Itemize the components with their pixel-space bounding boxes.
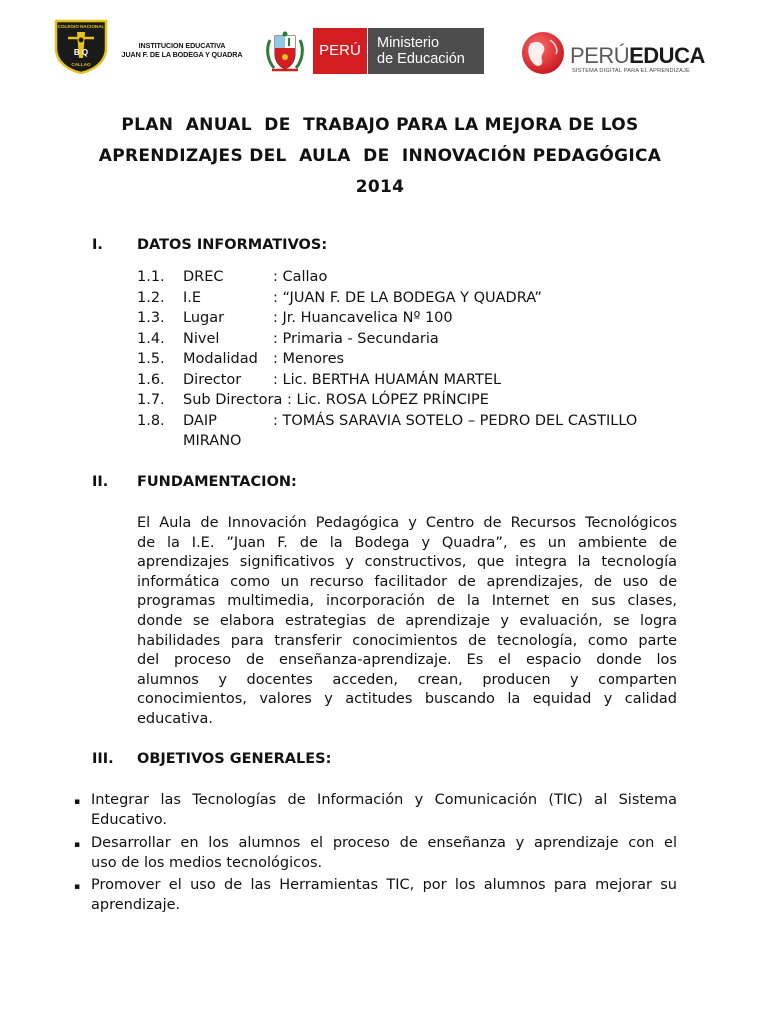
objective-line1: Integrar las Tecnologías de Información y Comunicación (TIC) al Sistema: [91, 792, 677, 808]
paragraph-line: donde se elabora estrategias de aprendizaje y evaluación, se logra: [137, 612, 677, 629]
paragraph-line: conocimientos, valores y actitudes buscando la equidad y calidad: [137, 691, 677, 708]
item-1-4-label: Nivel: [183, 331, 220, 347]
paragraph-line: educativa.: [137, 710, 213, 727]
page-title: [60, 110, 700, 203]
ministry-line1: Ministerio: [377, 35, 440, 51]
objective-line2: uso de los medios tecnológicos.: [91, 855, 323, 872]
item-1-1-number: 1.1.: [137, 269, 165, 285]
title-line2: APRENDIZAJES DEL AULA DE INNOVACIÓN PEDAGÓGICA: [98, 146, 662, 166]
section2-heading: FUNDAMENTACION:: [137, 474, 297, 490]
paragraph-line: habilidades para transferir conocimientos de tecnología, como parte: [137, 632, 677, 649]
item-1-3-number: 1.3.: [137, 310, 165, 326]
item-1-5-label: Modalidad: [183, 351, 258, 367]
ministry-line2: de Educación: [377, 51, 465, 67]
section3-heading: OBJETIVOS GENERALES:: [137, 751, 332, 767]
item-1-7-text: Sub Directora : Lic. ROSA LÓPEZ PRÍNCIPE: [183, 392, 489, 408]
emblem-top-text: COLEGIO NACIONAL: [57, 24, 105, 29]
school-name-line2: JUAN F. DE LA BODEGA Y QUADRA: [121, 50, 243, 59]
section3-number: III.: [92, 751, 114, 767]
title-line1: PLAN ANUAL DE TRABAJO PARA LA MEJORA DE LOS: [121, 115, 639, 135]
title-line3: 2014: [355, 177, 405, 197]
section2-number: II.: [92, 474, 109, 490]
ministry-label: [368, 28, 484, 74]
item-1-8-value: : TOMÁS SARAVIA SOTELO – PEDRO DEL CASTILLO: [273, 413, 638, 429]
paragraph-line: de la I.E. ”Juan F. de la Bodega y Quadra”, es un ambiente de: [137, 534, 677, 551]
paragraph-line: aprendizajes significativos y constructivos, que integra la tecnología: [137, 554, 677, 571]
item-1-3-value: : Jr. Huancavelica Nº 100: [273, 310, 453, 326]
item-1-2-number: 1.2.: [137, 290, 165, 306]
item-1-2-label: I.E: [183, 290, 202, 306]
perueduca-part2: EDUCA: [629, 43, 705, 68]
item-1-2-value: : “JUAN F. DE LA BODEGA Y QUADRA”: [273, 290, 542, 306]
fundamentacion-paragraph: [137, 514, 677, 730]
paragraph-line: alumnos y docentes acceden, crean, producen y comparten: [137, 671, 677, 688]
item-1-3-label: Lugar: [183, 310, 225, 326]
paragraph-line: programas multimedia, incorporación de la Internet en sus clases,: [137, 593, 677, 610]
item-1-6-number: 1.6.: [137, 372, 165, 388]
item-1-8-continuation: MIRANO: [183, 433, 242, 449]
school-name-line1: INSTITUCION EDUCATIVA: [138, 41, 226, 50]
emblem-letters: B Q: [73, 48, 89, 57]
peru-coat-of-arms-icon: [264, 30, 306, 74]
bullet-square-icon: ▪: [74, 882, 81, 892]
perueduca-part1: PERÚ: [570, 43, 630, 68]
emblem-bottom-text: CALLAO: [71, 62, 91, 67]
paragraph-line: informática como un recurso facilitador de aprendizajes, de uso de: [137, 573, 677, 590]
item-1-1-value: : Callao: [273, 269, 328, 285]
objective-item: [91, 833, 677, 874]
item-1-8-number: 1.8.: [137, 413, 165, 429]
objective-line2: Educativo.: [91, 812, 167, 829]
objective-line1: Promover el uso de las Herramientas TIC, por los alumnos para mejorar su: [91, 877, 677, 893]
objective-item: [91, 875, 677, 916]
item-1-5-value: : Menores: [273, 351, 345, 367]
objective-item: [91, 790, 677, 831]
item-1-4-number: 1.4.: [137, 331, 165, 347]
objective-line2: aprendizaje.: [91, 897, 181, 914]
perueduca-tagline: SISTEMA DIGITAL PARA EL APRENDIZAJE: [572, 68, 690, 74]
perueduca-globe-icon: [520, 30, 566, 76]
peru-label: PERÚ: [313, 28, 367, 74]
school-emblem: [52, 18, 110, 74]
bullet-square-icon: ▪: [74, 840, 81, 850]
paragraph-line: El Aula de Innovación Pedagógica y Centro de Recursos Tecnológicos: [137, 515, 677, 531]
item-1-4-value: : Primaria - Secundaria: [273, 331, 439, 347]
bullet-square-icon: ▪: [74, 797, 81, 807]
item-1-1-label: DREC: [183, 269, 224, 285]
objective-line1: Desarrollar en los alumnos el proceso de enseñanza y aprendizaje con el: [91, 835, 677, 851]
item-1-8-label: DAIP: [183, 413, 217, 429]
item-1-6-value: : Lic. BERTHA HUAMÁN MARTEL: [273, 372, 502, 388]
section1-heading: DATOS INFORMATIVOS:: [137, 237, 328, 253]
item-1-7-number: 1.7.: [137, 392, 165, 408]
perueduca-logo: [570, 44, 705, 68]
item-1-5-number: 1.5.: [137, 351, 165, 367]
paragraph-line: del proceso de enseñanza-aprendizaje. Es el espacio donde los: [137, 652, 677, 669]
item-1-6-label: Director: [183, 372, 242, 388]
school-name: [116, 41, 248, 59]
section1-number: I.: [92, 237, 103, 253]
